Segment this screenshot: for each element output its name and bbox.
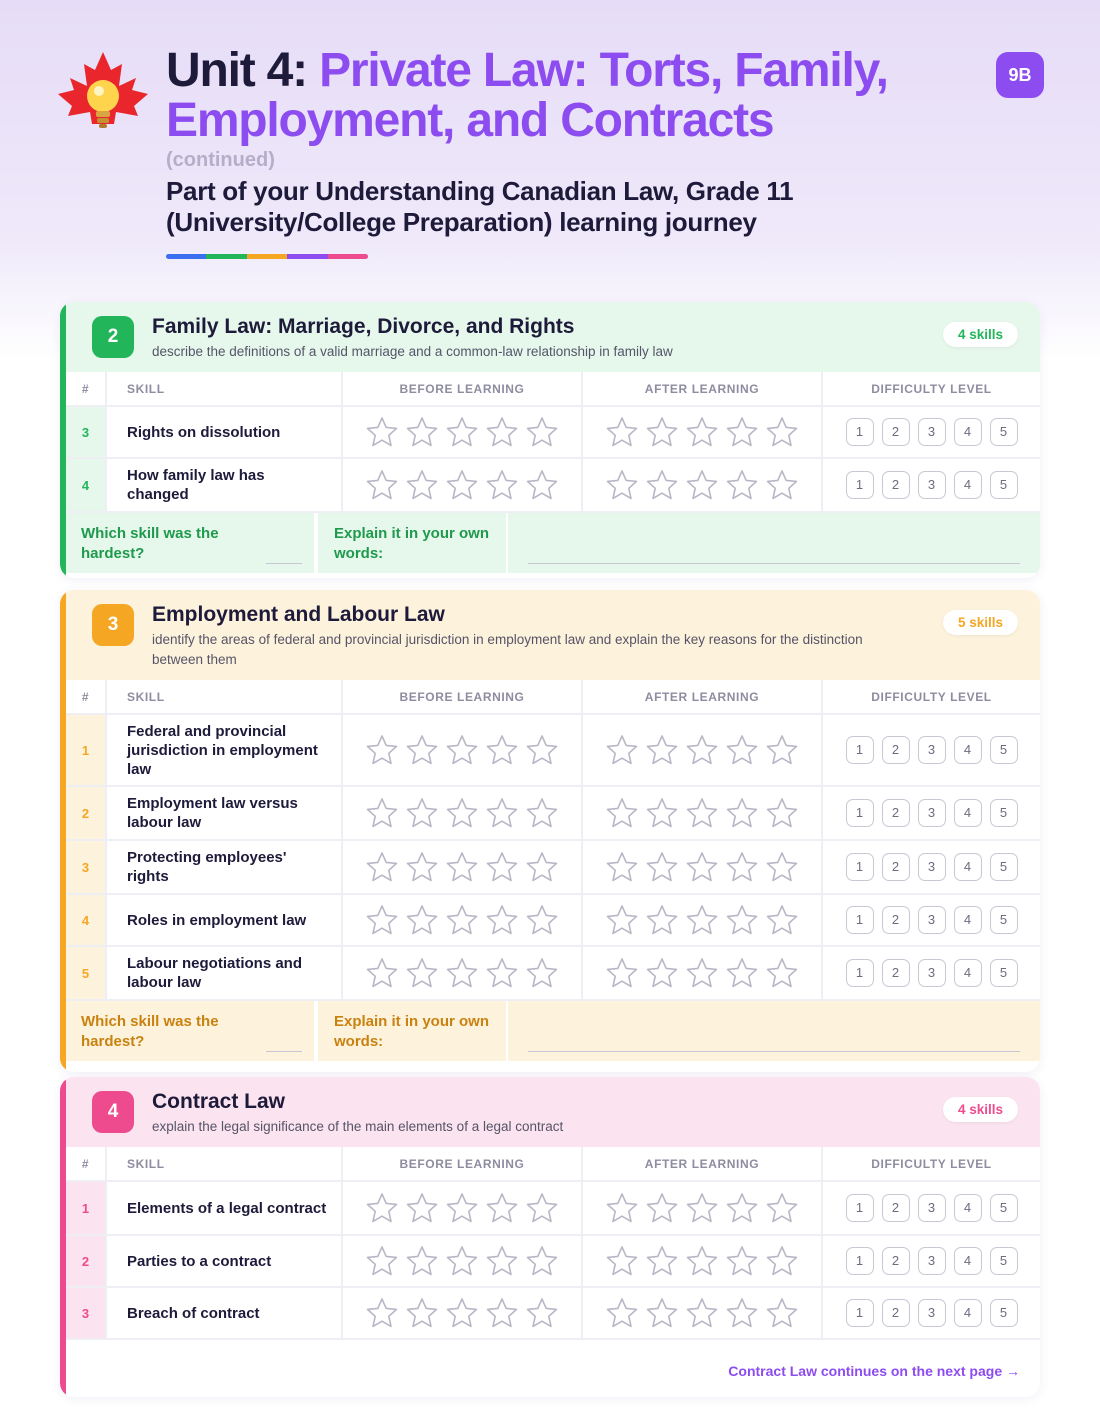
skills-table	[66, 1147, 1040, 1340]
skill-number: 1	[66, 714, 106, 786]
star-outline-icon[interactable]	[605, 468, 639, 502]
difficulty-option[interactable]: 3	[918, 1194, 946, 1222]
color-bar-segment	[206, 254, 246, 259]
difficulty-option[interactable]: 2	[882, 418, 910, 446]
star-outline-icon[interactable]	[485, 468, 519, 502]
reflection-row	[66, 513, 1040, 573]
rating-after	[582, 1287, 822, 1339]
skill-name: How family law has changed	[106, 458, 342, 512]
star-outline-icon[interactable]	[405, 903, 439, 937]
rating-after	[582, 840, 822, 894]
difficulty-selector	[822, 1235, 1040, 1287]
star-outline-icon[interactable]	[765, 1191, 799, 1225]
rating-after	[582, 458, 822, 512]
rating-before	[342, 714, 582, 786]
star-outline-icon[interactable]	[605, 1191, 639, 1225]
table-row	[66, 458, 1040, 512]
difficulty-option[interactable]: 4	[954, 471, 982, 499]
difficulty-option[interactable]: 2	[882, 853, 910, 881]
difficulty-option[interactable]: 2	[882, 906, 910, 934]
difficulty-option[interactable]: 3	[918, 799, 946, 827]
difficulty-option[interactable]: 1	[846, 853, 874, 881]
skill-name: Federal and provincial jurisdiction in employment law	[106, 714, 342, 786]
difficulty-option[interactable]: 5	[990, 471, 1018, 499]
continued-label: (continued)	[166, 149, 275, 171]
continues-next-page-link[interactable]: Contract Law continues on the next page →	[728, 1363, 1020, 1379]
skill-name: Employment law versus labour law	[106, 786, 342, 840]
skills-count-badge: 4 skills	[943, 1097, 1018, 1122]
difficulty-option[interactable]: 1	[846, 1299, 874, 1327]
page-title	[166, 46, 986, 146]
star-outline-icon[interactable]	[485, 1244, 519, 1278]
table-row	[66, 1181, 1040, 1235]
section-card	[60, 590, 1040, 1072]
star-outline-icon[interactable]	[645, 1296, 679, 1330]
column-header-before: BEFORE LEARNING	[342, 680, 582, 714]
column-header-before: BEFORE LEARNING	[342, 1147, 582, 1181]
hardest-skill-answer[interactable]	[254, 513, 316, 573]
difficulty-option[interactable]: 5	[990, 418, 1018, 446]
star-outline-icon[interactable]	[445, 1244, 479, 1278]
difficulty-option[interactable]: 2	[882, 736, 910, 764]
rating-after	[582, 714, 822, 786]
column-header-num: #	[66, 680, 106, 714]
star-outline-icon[interactable]	[485, 956, 519, 990]
star-outline-icon[interactable]	[445, 903, 479, 937]
color-bar-segment	[287, 254, 327, 259]
star-outline-icon[interactable]	[685, 796, 719, 830]
column-header-difficulty: DIFFICULTY LEVEL	[822, 680, 1040, 714]
difficulty-option[interactable]: 1	[846, 1247, 874, 1275]
star-outline-icon[interactable]	[685, 903, 719, 937]
star-outline-icon[interactable]	[485, 733, 519, 767]
star-outline-icon[interactable]	[525, 796, 559, 830]
section-header	[66, 1077, 1040, 1147]
difficulty-option[interactable]: 5	[990, 1299, 1018, 1327]
star-outline-icon[interactable]	[365, 468, 399, 502]
star-outline-icon[interactable]	[725, 415, 759, 449]
rating-before	[342, 1181, 582, 1235]
skill-number: 3	[66, 406, 106, 458]
star-outline-icon[interactable]	[365, 1191, 399, 1225]
table-header-row	[66, 372, 1040, 406]
skills-table	[66, 372, 1040, 513]
table-row	[66, 894, 1040, 946]
star-outline-icon[interactable]	[365, 903, 399, 937]
section-number-badge: 3	[92, 604, 134, 646]
skills-count-badge: 4 skills	[943, 322, 1018, 347]
table-row	[66, 406, 1040, 458]
star-outline-icon[interactable]	[645, 850, 679, 884]
star-outline-icon[interactable]	[485, 415, 519, 449]
star-outline-icon[interactable]	[405, 733, 439, 767]
column-header-num: #	[66, 1147, 106, 1181]
difficulty-option[interactable]: 5	[990, 799, 1018, 827]
star-outline-icon[interactable]	[645, 733, 679, 767]
star-outline-icon[interactable]	[445, 956, 479, 990]
skills-table	[66, 680, 1040, 1001]
star-outline-icon[interactable]	[485, 796, 519, 830]
star-outline-icon[interactable]	[725, 733, 759, 767]
star-outline-icon[interactable]	[685, 1244, 719, 1278]
star-outline-icon[interactable]	[685, 850, 719, 884]
star-outline-icon[interactable]	[445, 1191, 479, 1225]
rating-after	[582, 1181, 822, 1235]
difficulty-selector	[822, 714, 1040, 786]
rating-before	[342, 894, 582, 946]
difficulty-option[interactable]: 5	[990, 1194, 1018, 1222]
star-outline-icon[interactable]	[525, 850, 559, 884]
star-outline-icon[interactable]	[685, 956, 719, 990]
section-card	[60, 1077, 1040, 1397]
rating-before	[342, 946, 582, 1000]
star-outline-icon[interactable]	[605, 796, 639, 830]
hardest-skill-prompt: Which skill was the hardest?	[81, 525, 219, 562]
star-outline-icon[interactable]	[725, 468, 759, 502]
star-outline-icon[interactable]	[365, 850, 399, 884]
star-outline-icon[interactable]	[765, 956, 799, 990]
star-outline-icon[interactable]	[685, 415, 719, 449]
difficulty-selector	[822, 840, 1040, 894]
difficulty-option[interactable]: 5	[990, 959, 1018, 987]
difficulty-option[interactable]: 2	[882, 1299, 910, 1327]
star-outline-icon[interactable]	[445, 733, 479, 767]
section-card	[60, 302, 1040, 578]
star-outline-icon[interactable]	[685, 733, 719, 767]
star-outline-icon[interactable]	[605, 415, 639, 449]
star-outline-icon[interactable]	[525, 415, 559, 449]
skill-name: Labour negotiations and labour law	[106, 946, 342, 1000]
star-outline-icon[interactable]	[525, 1244, 559, 1278]
star-outline-icon[interactable]	[485, 1191, 519, 1225]
rating-after	[582, 894, 822, 946]
star-outline-icon[interactable]	[645, 903, 679, 937]
explain-answer[interactable]	[506, 513, 1040, 573]
rating-after	[582, 786, 822, 840]
difficulty-option[interactable]: 1	[846, 1194, 874, 1222]
table-row	[66, 1235, 1040, 1287]
column-header-before: BEFORE LEARNING	[342, 372, 582, 406]
star-outline-icon[interactable]	[685, 468, 719, 502]
difficulty-option[interactable]: 2	[882, 1247, 910, 1275]
difficulty-option[interactable]: 3	[918, 853, 946, 881]
difficulty-selector	[822, 894, 1040, 946]
skill-name: Protecting employees' rights	[106, 840, 342, 894]
star-outline-icon[interactable]	[725, 956, 759, 990]
star-outline-icon[interactable]	[685, 1296, 719, 1330]
section-title: Family Law: Marriage, Divorce, and Rights	[152, 315, 575, 338]
difficulty-option[interactable]: 3	[918, 736, 946, 764]
star-outline-icon[interactable]	[605, 956, 639, 990]
section-description: identify the areas of federal and provincial jurisdiction in employment law and explain the key reasons for the distinction between them	[152, 632, 863, 667]
skill-number: 2	[66, 1235, 106, 1287]
difficulty-option[interactable]: 4	[954, 736, 982, 764]
star-outline-icon[interactable]	[405, 850, 439, 884]
star-outline-icon[interactable]	[405, 1296, 439, 1330]
star-outline-icon[interactable]	[485, 1296, 519, 1330]
rating-before	[342, 786, 582, 840]
section-number-badge: 4	[92, 1091, 134, 1133]
star-outline-icon[interactable]	[645, 468, 679, 502]
column-header-skill: SKILL	[106, 372, 342, 406]
difficulty-option[interactable]: 4	[954, 906, 982, 934]
difficulty-selector	[822, 406, 1040, 458]
rating-after	[582, 1235, 822, 1287]
unit-label: Unit 4:	[166, 44, 307, 97]
table-row	[66, 946, 1040, 1000]
star-outline-icon[interactable]	[605, 733, 639, 767]
rating-before	[342, 1235, 582, 1287]
difficulty-option[interactable]: 4	[954, 1194, 982, 1222]
table-row	[66, 714, 1040, 786]
star-outline-icon[interactable]	[405, 956, 439, 990]
explain-answer[interactable]	[506, 1001, 1040, 1061]
difficulty-option[interactable]: 5	[990, 736, 1018, 764]
star-outline-icon[interactable]	[685, 1191, 719, 1225]
star-outline-icon[interactable]	[765, 796, 799, 830]
star-outline-icon[interactable]	[405, 1191, 439, 1225]
reflection-row	[66, 1001, 1040, 1061]
star-outline-icon[interactable]	[645, 956, 679, 990]
star-outline-icon[interactable]	[485, 903, 519, 937]
grade-badge: 9B	[996, 52, 1044, 98]
star-outline-icon[interactable]	[445, 796, 479, 830]
color-bar-segment	[247, 254, 287, 259]
star-outline-icon[interactable]	[765, 903, 799, 937]
difficulty-option[interactable]: 4	[954, 1247, 982, 1275]
difficulty-option[interactable]: 4	[954, 1299, 982, 1327]
skill-name: Breach of contract	[106, 1287, 342, 1339]
star-outline-icon[interactable]	[445, 850, 479, 884]
section-header	[66, 590, 1040, 680]
column-header-difficulty: DIFFICULTY LEVEL	[822, 372, 1040, 406]
skill-number: 2	[66, 786, 106, 840]
difficulty-option[interactable]: 3	[918, 471, 946, 499]
star-outline-icon[interactable]	[525, 1191, 559, 1225]
skill-number: 3	[66, 840, 106, 894]
skill-name: Rights on dissolution	[106, 406, 342, 458]
rating-before	[342, 840, 582, 894]
difficulty-option[interactable]: 3	[918, 906, 946, 934]
skill-number: 5	[66, 946, 106, 1000]
difficulty-selector	[822, 1287, 1040, 1339]
difficulty-option[interactable]: 1	[846, 736, 874, 764]
difficulty-option[interactable]: 5	[990, 906, 1018, 934]
star-outline-icon[interactable]	[525, 468, 559, 502]
star-outline-icon[interactable]	[405, 796, 439, 830]
star-outline-icon[interactable]	[645, 1244, 679, 1278]
difficulty-selector	[822, 946, 1040, 1000]
difficulty-option[interactable]: 3	[918, 959, 946, 987]
rating-before	[342, 458, 582, 512]
difficulty-option[interactable]: 2	[882, 959, 910, 987]
star-outline-icon[interactable]	[645, 796, 679, 830]
color-bar-segment	[328, 254, 368, 259]
difficulty-option[interactable]: 1	[846, 471, 874, 499]
star-outline-icon[interactable]	[525, 903, 559, 937]
column-header-skill: SKILL	[106, 680, 342, 714]
star-outline-icon[interactable]	[765, 1244, 799, 1278]
star-outline-icon[interactable]	[605, 850, 639, 884]
star-outline-icon[interactable]	[765, 415, 799, 449]
star-outline-icon[interactable]	[365, 733, 399, 767]
hardest-skill-prompt: Which skill was the hardest?	[81, 1013, 219, 1050]
difficulty-option[interactable]: 2	[882, 799, 910, 827]
star-outline-icon[interactable]	[605, 1296, 639, 1330]
skill-number: 3	[66, 1287, 106, 1339]
table-header-row	[66, 1147, 1040, 1181]
difficulty-option[interactable]: 1	[846, 959, 874, 987]
rating-before	[342, 1287, 582, 1339]
table-header-row	[66, 680, 1040, 714]
section-header	[66, 302, 1040, 372]
difficulty-option[interactable]: 3	[918, 1247, 946, 1275]
star-outline-icon[interactable]	[365, 956, 399, 990]
hardest-skill-answer[interactable]	[254, 1001, 316, 1061]
section-description: describe the definitions of a valid marriage and a common-law relationship in family law	[152, 344, 673, 359]
explain-prompt: Explain it in your own words:	[316, 1001, 506, 1061]
star-outline-icon[interactable]	[365, 796, 399, 830]
skill-name: Elements of a legal contract	[106, 1181, 342, 1235]
star-outline-icon[interactable]	[405, 415, 439, 449]
difficulty-option[interactable]: 1	[846, 799, 874, 827]
maple-leaf-lightbulb-icon	[56, 50, 150, 146]
skills-count-badge: 5 skills	[943, 610, 1018, 635]
column-header-num: #	[66, 372, 106, 406]
section-title: Employment and Labour Law	[152, 603, 445, 626]
star-outline-icon[interactable]	[645, 415, 679, 449]
difficulty-option[interactable]: 4	[954, 853, 982, 881]
column-header-difficulty: DIFFICULTY LEVEL	[822, 1147, 1040, 1181]
star-outline-icon[interactable]	[445, 415, 479, 449]
difficulty-selector	[822, 786, 1040, 840]
star-outline-icon[interactable]	[365, 1296, 399, 1330]
difficulty-option[interactable]: 3	[918, 418, 946, 446]
rating-after	[582, 406, 822, 458]
unit-title: Private Law: Torts, Family, Employment, and Contracts	[166, 44, 888, 147]
difficulty-option[interactable]: 1	[846, 418, 874, 446]
difficulty-option[interactable]: 3	[918, 1299, 946, 1327]
section-title: Contract Law	[152, 1090, 286, 1113]
difficulty-option[interactable]: 4	[954, 418, 982, 446]
star-outline-icon[interactable]	[645, 1191, 679, 1225]
star-outline-icon[interactable]	[605, 903, 639, 937]
difficulty-option[interactable]: 1	[846, 906, 874, 934]
star-outline-icon[interactable]	[725, 1244, 759, 1278]
skill-number: 4	[66, 894, 106, 946]
star-outline-icon[interactable]	[725, 850, 759, 884]
table-row	[66, 1287, 1040, 1339]
star-outline-icon[interactable]	[365, 415, 399, 449]
difficulty-option[interactable]: 2	[882, 1194, 910, 1222]
skill-number: 1	[66, 1181, 106, 1235]
star-outline-icon[interactable]	[725, 1191, 759, 1225]
star-outline-icon[interactable]	[765, 468, 799, 502]
difficulty-selector	[822, 1181, 1040, 1235]
star-outline-icon[interactable]	[525, 733, 559, 767]
star-outline-icon[interactable]	[405, 1244, 439, 1278]
difficulty-option[interactable]: 5	[990, 853, 1018, 881]
column-header-skill: SKILL	[106, 1147, 342, 1181]
page-header	[0, 0, 1100, 290]
difficulty-selector	[822, 458, 1040, 512]
star-outline-icon[interactable]	[765, 733, 799, 767]
skill-number: 4	[66, 458, 106, 512]
star-outline-icon[interactable]	[605, 1244, 639, 1278]
star-outline-icon[interactable]	[765, 1296, 799, 1330]
difficulty-option[interactable]: 4	[954, 799, 982, 827]
difficulty-option[interactable]: 2	[882, 471, 910, 499]
star-outline-icon[interactable]	[525, 956, 559, 990]
difficulty-option[interactable]: 4	[954, 959, 982, 987]
difficulty-option[interactable]: 5	[990, 1247, 1018, 1275]
column-header-after: AFTER LEARNING	[582, 1147, 822, 1181]
star-outline-icon[interactable]	[725, 903, 759, 937]
star-outline-icon[interactable]	[485, 850, 519, 884]
color-bar-segment	[166, 254, 206, 259]
star-outline-icon[interactable]	[525, 1296, 559, 1330]
star-outline-icon[interactable]	[445, 1296, 479, 1330]
section-description: explain the legal significance of the main elements of a legal contract	[152, 1119, 564, 1134]
star-outline-icon[interactable]	[445, 468, 479, 502]
skill-name: Parties to a contract	[106, 1235, 342, 1287]
rating-after	[582, 946, 822, 1000]
explain-prompt: Explain it in your own words:	[316, 513, 506, 573]
star-outline-icon[interactable]	[405, 468, 439, 502]
table-row	[66, 840, 1040, 894]
table-row	[66, 786, 1040, 840]
column-header-after: AFTER LEARNING	[582, 680, 822, 714]
page-subtitle: Part of your Understanding Canadian Law, Grade 11 (University/College Preparation) learning journey	[166, 176, 794, 237]
color-bar	[166, 254, 368, 259]
star-outline-icon[interactable]	[725, 1296, 759, 1330]
star-outline-icon[interactable]	[765, 850, 799, 884]
star-outline-icon[interactable]	[725, 796, 759, 830]
skill-name: Roles in employment law	[106, 894, 342, 946]
column-header-after: AFTER LEARNING	[582, 372, 822, 406]
section-number-badge: 2	[92, 316, 134, 358]
star-outline-icon[interactable]	[365, 1244, 399, 1278]
rating-before	[342, 406, 582, 458]
